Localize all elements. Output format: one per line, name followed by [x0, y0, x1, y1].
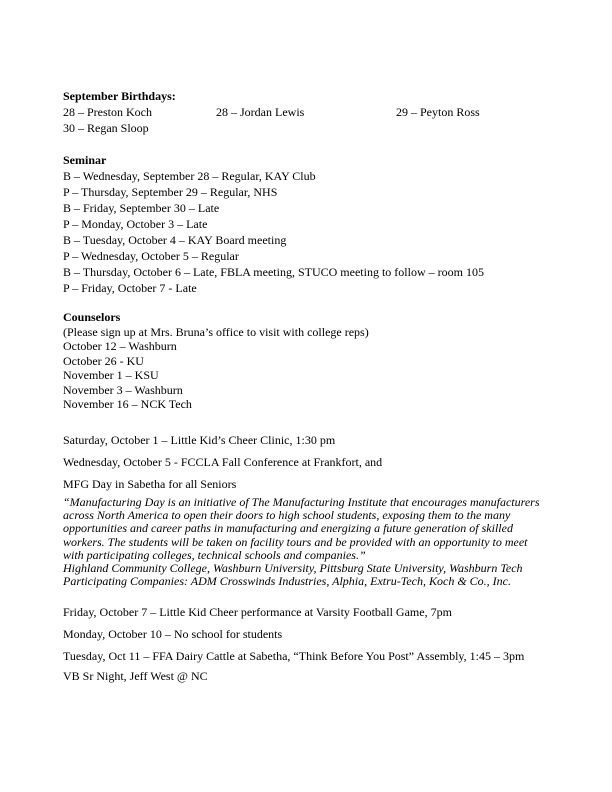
- mfg-line: with participating colleges, technical schools and companies.”: [63, 547, 366, 562]
- counselor-visit: November 3 – Washburn: [63, 382, 183, 397]
- mfg-description: [63, 496, 540, 588]
- counselors-note: (Please sign up at Mrs. Bruna’s office to visit with college reps): [63, 324, 369, 339]
- event-vb-senior-night: VB Sr Night, Jeff West @ NC: [63, 669, 208, 683]
- counselors-section: [63, 310, 369, 412]
- counselors-heading: Counselors: [63, 310, 121, 324]
- birthdays-section: [63, 88, 563, 136]
- birthday-entry: 28 – Preston Koch: [63, 105, 152, 119]
- mfg-line: across North America to open their doors to high school students, exposing them to the many: [63, 508, 511, 523]
- mfg-line: opportunities and career paths in manufacturing and energizing a future generation of skilled: [63, 521, 513, 536]
- mfg-line: Participating Companies: ADM Crosswinds Industries, Alphia, Extru-Tech, Koch & Co., Inc.: [63, 574, 511, 589]
- seminar-item: B – Friday, September 30 – Late: [63, 201, 220, 215]
- counselor-visit: October 26 - KU: [63, 353, 144, 368]
- counselor-visit: November 16 – NCK Tech: [63, 397, 192, 411]
- counselor-visit: October 12 – Washburn: [63, 339, 177, 353]
- birthday-entry: 28 – Jordan Lewis: [216, 105, 305, 119]
- event-ffa-assembly: Tuesday, Oct 11 – FFA Dairy Cattle at Sabetha, “Think Before You Post” Assembly, 1:45 – 3pm: [63, 649, 525, 663]
- birthday-entry: 29 – Peyton Ross: [396, 105, 480, 119]
- mfg-line: Highland Community College, Washburn University, Pittsburg State University, Washburn Tech: [63, 561, 523, 576]
- counselor-visit: November 1 – KSU: [63, 368, 159, 382]
- birthday-row: [63, 120, 563, 136]
- seminar-item: B – Thursday, October 6 – Late, FBLA meeting, STUCO meeting to follow – room 105: [63, 265, 484, 279]
- mfg-line: workers. The students will be taken on facility tours and be provided with an opportunity to meet: [63, 534, 528, 549]
- birthday-row: [63, 104, 563, 120]
- seminar-item: P – Wednesday, October 5 – Regular: [63, 249, 239, 263]
- birthday-entry: 30 – Regan Sloop: [63, 121, 149, 135]
- event-mfg-day: MFG Day in Sabetha for all Seniors: [63, 477, 237, 491]
- event-cheer-clinic: Saturday, October 1 – Little Kid’s Cheer Clinic, 1:30 pm: [63, 433, 336, 447]
- mfg-line: “Manufacturing Day is an initiative of The Manufacturing Institute that encourages manufacturers: [63, 495, 540, 509]
- seminar-section: [63, 152, 484, 296]
- seminar-item: P – Friday, October 7 - Late: [63, 281, 197, 295]
- seminar-heading: Seminar: [63, 153, 107, 167]
- event-no-school: Monday, October 10 – No school for students: [63, 627, 283, 641]
- seminar-item: B – Tuesday, October 4 – KAY Board meeting: [63, 233, 287, 247]
- birthdays-heading: September Birthdays:: [63, 89, 176, 103]
- seminar-item: B – Wednesday, September 28 – Regular, KAY Club: [63, 169, 316, 183]
- seminar-item: P – Monday, October 3 – Late: [63, 217, 208, 231]
- seminar-item: P – Thursday, September 29 – Regular, NHS: [63, 185, 278, 199]
- event-fccla: Wednesday, October 5 - FCCLA Fall Conference at Frankfort, and: [63, 455, 383, 469]
- event-cheer-performance: Friday, October 7 – Little Kid Cheer performance at Varsity Football Game, 7pm: [63, 605, 452, 619]
